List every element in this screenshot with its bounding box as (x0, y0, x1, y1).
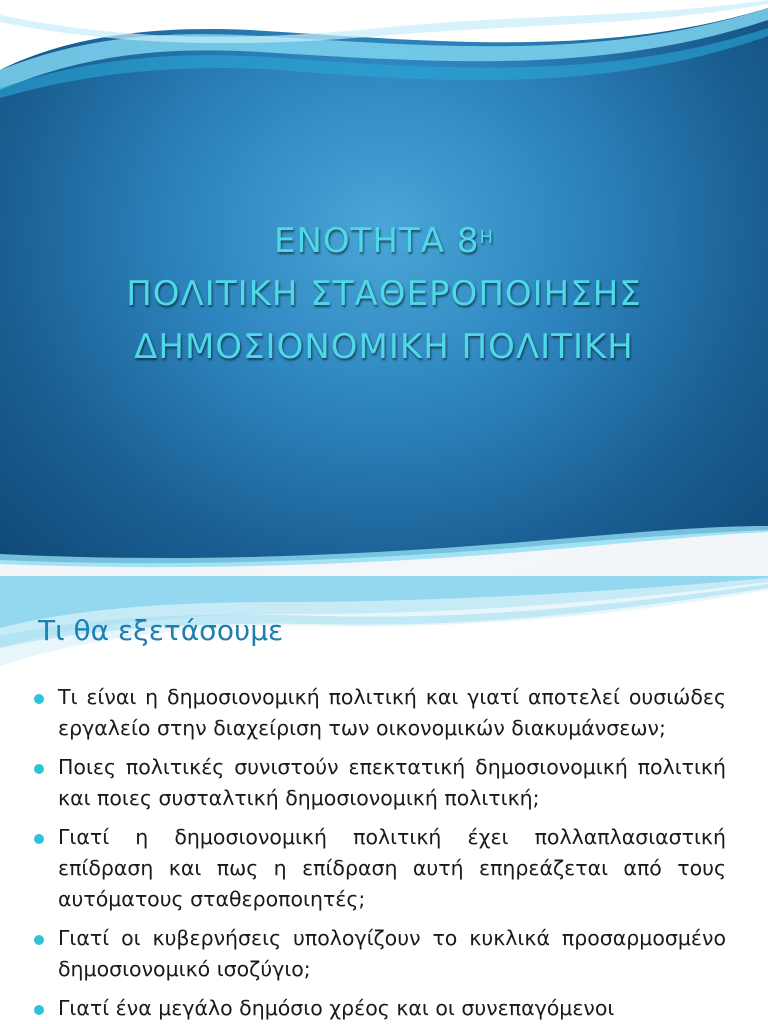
title-line-3: ΔΗΜΟΣΙΟΝΟΜΙΚΗ ΠΟΛΙΤΙΚΗ (134, 327, 634, 367)
bullet-item-4: Γιατί οι κυβερνήσεις υπολογίζουν το κυκλικά προσαρμοσμένο δημοσιονομικό ισοζύγιο; (34, 923, 726, 985)
bullet-item-1: Τι είναι η δημοσιονομική πολιτική και γιατί αποτελεί ουσιώδες εργαλείο στην διαχείριση των οικονομικών διακυμάνσεων; (34, 682, 726, 744)
slide-title (0, 215, 768, 374)
bullet-dot-icon (34, 834, 44, 844)
bullet-list (34, 682, 726, 1024)
bullet-item-2: Ποιες πολιτικές συνιστούν επεκτατική δημοσιονομική πολιτική και ποιες συσταλτική δημοσιονομική πολιτική; (34, 752, 726, 814)
bullet-item-3: Γιατί η δημοσιονομική πολιτική έχει πολλαπλασιαστική επίδραση και πως η επίδραση αυτή επηρεάζεται από τους αυτόματους σταθεροποιητές; (34, 822, 726, 915)
title-line-2: ΠΟΛΙΤΙΚΗ ΣΤΑΘΕΡΟΠΟΙΗΣΗΣ (126, 274, 642, 314)
title-superscript: Η (479, 227, 495, 248)
bullet-dot-icon (34, 1005, 44, 1015)
bullet-item-5: Γιατί ένα μεγάλο δημόσιο χρέος και οι συνεπαγόμενοι (34, 993, 726, 1024)
bullet-dot-icon (34, 935, 44, 945)
bottom-wave-decoration (0, 520, 768, 576)
bullet-dot-icon (34, 694, 44, 704)
title-line-1: ΕΝΟΤΗΤΑ $8^H$ (273, 221, 495, 261)
content-slide (0, 576, 768, 1024)
bullet-dot-icon (34, 764, 44, 774)
content-slide-title: Τι θα εξετάσουμε (38, 614, 284, 647)
top-wave-decoration (0, 0, 768, 120)
